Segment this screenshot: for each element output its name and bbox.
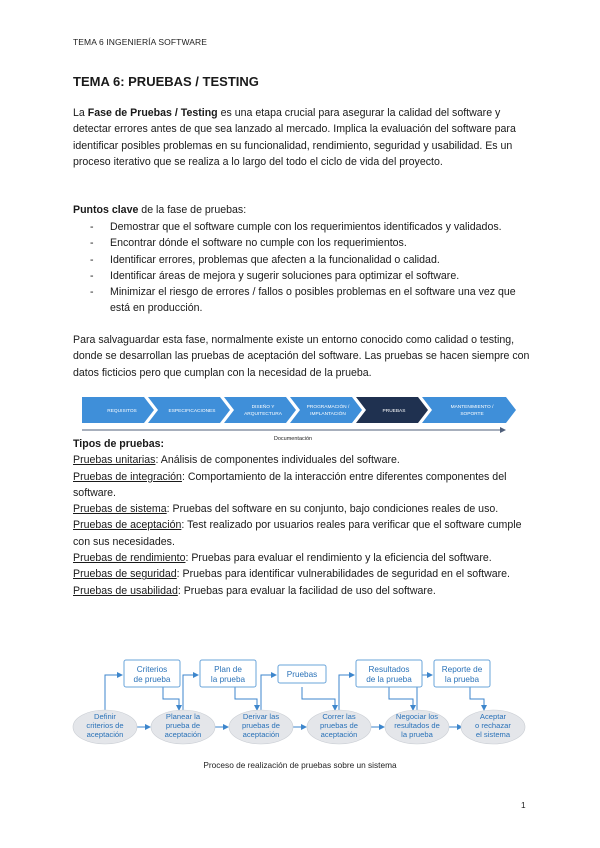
test-type-item (73, 517, 533, 550)
bullet-dash: - (90, 237, 94, 250)
test-type-term: Pruebas de integración (73, 470, 182, 483)
intro-paragraph (73, 105, 535, 170)
list-item (73, 268, 535, 284)
stage-chevron (422, 397, 516, 423)
list-item (73, 284, 535, 317)
connector-down (235, 687, 257, 710)
intro-bold-term: Fase de Pruebas / Testing (87, 107, 218, 119)
test-type-term: Pruebas de seguridad (73, 568, 177, 581)
test-type-desc: : Pruebas para evaluar la facilidad de uso del software. (177, 584, 436, 597)
test-type-term: Pruebas de aceptación (73, 519, 182, 532)
stage-chevron (224, 397, 296, 423)
step-label: o rechazar (475, 721, 511, 730)
test-type-item (73, 469, 533, 502)
box-label: Pruebas (286, 670, 318, 679)
stage-label: PRUEBAS (382, 409, 406, 414)
page-title: TEMA 6: PRUEBAS / TESTING (73, 74, 259, 89)
step-label: Derivar las (242, 712, 280, 721)
box-label: la prueba (444, 675, 480, 684)
intro-pre: La (73, 107, 88, 119)
list-item (73, 219, 535, 235)
intro-text: es una etapa crucial para asegurar la calidad del software y detectar errores antes de que sea lanzado al mercado. Implica la evaluación del software para identificar posibles problemas en su funcionalidad, rendimiento, seguridad y usabilidad. Es un proceso iterativo que se realiza a lo largo del todo el ciclo de vida del proyecto. (73, 107, 516, 168)
step-label: el sistema (475, 730, 511, 739)
box-label: la prueba (210, 675, 246, 684)
test-type-item (73, 550, 533, 566)
bullet-dash: - (90, 286, 94, 299)
step-label: aceptación (164, 730, 202, 739)
stage-label: IMPLANTACIÓN (310, 412, 346, 417)
step-label: aceptación (320, 730, 358, 739)
stage-label: MANTENIMIENTO / (450, 405, 494, 410)
connector-down (389, 687, 413, 710)
test-type-desc: : Comportamiento de la interacción entre diferentes componentes del software. (73, 470, 507, 499)
test-types-heading: Tipos de pruebas: (73, 438, 165, 450)
test-type-item (73, 501, 533, 517)
test-type-desc: : Test realizado por usuarios reales para verificar que el software cumple con sus necesidades. (73, 519, 522, 548)
acceptance-process-diagram (70, 655, 530, 755)
step-label: la prueba (401, 730, 433, 739)
step-label: criterios de (86, 721, 124, 730)
box-label: de la prueba (366, 675, 412, 684)
test-type-desc: : Análisis de componentes individuales del software. (155, 454, 400, 467)
axis-label: Documentación (273, 436, 313, 442)
box-label: de prueba (133, 675, 171, 684)
key-points-bold: Puntos clave (73, 204, 139, 216)
step-label: Planear la (165, 712, 201, 721)
connector-up (105, 675, 122, 710)
test-type-term: Pruebas de sistema (73, 503, 167, 516)
box-label: Plan de (214, 665, 242, 674)
box-label: Resultados (368, 665, 410, 674)
quality-paragraph: Para salvaguardar esta fase, normalmente existe un entorno conocido como calidad o testing, donde se desarrollan las pruebas de aceptación del software. Las pruebas se hacen siempre con datos ficticios pero que cumplan con la necesidad de la prueba. (73, 334, 530, 379)
bullet-dash: - (90, 269, 94, 282)
connector-up (183, 675, 198, 710)
test-type-item (73, 583, 533, 599)
step-label: resultados de (394, 721, 440, 730)
page-number: 1 (521, 800, 526, 810)
diagram-caption: Proceso de realización de pruebas sobre un sistema (203, 760, 397, 770)
test-type-term: Pruebas de rendimiento (73, 552, 186, 565)
key-points-list (73, 219, 535, 317)
connector-down (470, 687, 484, 710)
stage-label: REQUISITOS (107, 409, 137, 414)
test-type-term: Pruebas de usabilidad (73, 584, 178, 597)
list-item-text: Identificar áreas de mejora y sugerir soluciones para optimizar el software. (110, 269, 460, 282)
connector-down (163, 687, 179, 710)
stage-label: SOPORTE (460, 412, 484, 417)
connector-up (339, 675, 354, 710)
connector-down (302, 687, 335, 710)
test-type-term: Pruebas unitarias (73, 454, 156, 467)
key-points-text: de la fase de pruebas: (138, 204, 247, 216)
stage-label: DISEÑO Y (251, 405, 275, 410)
box-label: Criterios (136, 665, 168, 674)
step-label: prueba de (165, 721, 201, 730)
step-label: aceptación (242, 730, 280, 739)
test-type-desc: : Pruebas para identificar vulnerabilidades de seguridad en el software. (176, 568, 510, 581)
test-type-item (73, 566, 533, 582)
test-type-desc: : Pruebas para evaluar el rendimiento y la eficiencia del software. (185, 552, 492, 565)
step-label: Correr las (322, 712, 356, 721)
running-header: TEMA 6 INGENIERÍA SOFTWARE (73, 37, 208, 47)
test-types-section (73, 436, 533, 599)
step-label: Aceptar (479, 712, 507, 721)
list-item-text: Encontrar dónde el software no cumple con los requerimientos. (110, 237, 407, 250)
list-item (73, 252, 535, 268)
box-label: Reporte de (441, 665, 483, 674)
test-type-item (73, 452, 533, 468)
step-label: Negociar los (395, 712, 439, 721)
list-item-text: Minimizar el riesgo de errores / fallos o posibles problemas en el software una vez que está en producción. (110, 286, 516, 315)
bullet-dash: - (90, 253, 94, 266)
test-type-desc: : Pruebas del software en su conjunto, bajo condiciones reales de uso. (166, 503, 499, 516)
list-item-text: Identificar errores, problemas que afecten a la funcionalidad o calidad. (110, 253, 440, 266)
stage-label: ESPECIFICACIONES (168, 409, 216, 414)
key-points-intro (73, 202, 535, 218)
stage-label: PROGRAMACIÓN / (306, 405, 350, 410)
step-label: Definir (94, 712, 116, 721)
axis-arrowhead (500, 427, 506, 433)
bullet-dash: - (90, 221, 94, 233)
stage-label: ARQUITECTURA (244, 412, 282, 417)
stage-chevron (290, 397, 362, 423)
step-label: aceptación (86, 730, 124, 739)
connector-up (261, 675, 276, 710)
list-item-text: Demostrar que el software cumple con los requerimientos identificados y validados. (110, 221, 502, 233)
step-label: pruebas de (242, 721, 280, 730)
list-item (73, 235, 535, 251)
step-label: pruebas de (320, 721, 358, 730)
